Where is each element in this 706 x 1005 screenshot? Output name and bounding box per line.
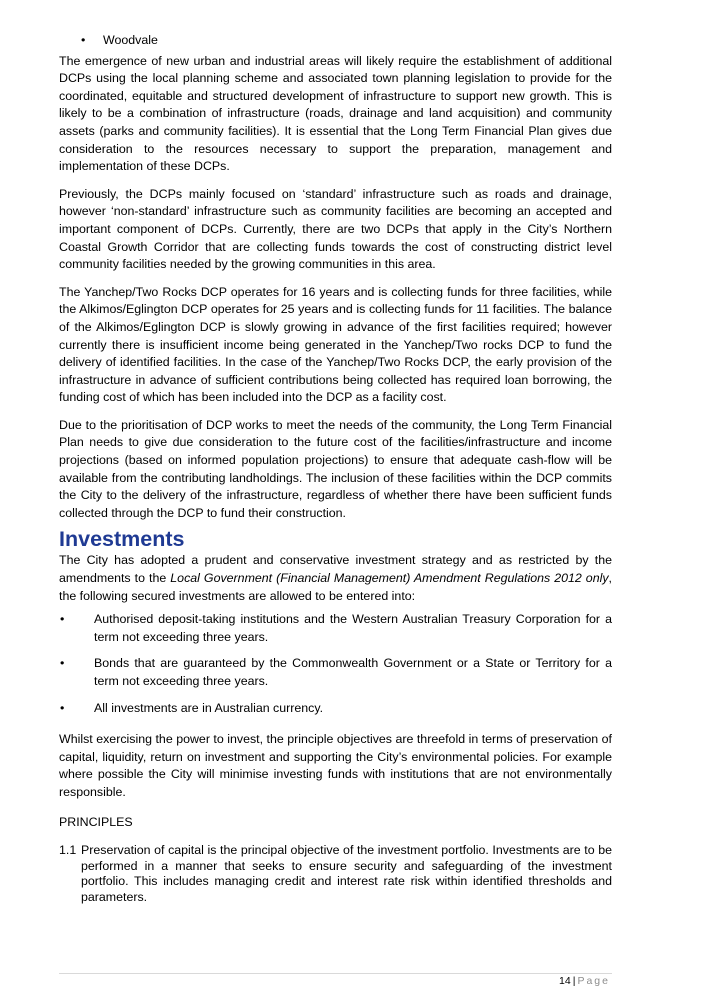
page-number: 14 [559,975,571,987]
bullet-text: Authorised deposit-taking institutions and the Western Australian Treasury Corporation for a term not exceeding three years. [94,612,612,644]
investments-intro [59,552,612,605]
list-item [59,700,612,718]
page-footer [559,975,610,987]
list-item [81,32,612,50]
bullet-text: Woodvale [103,33,158,47]
bullet-dot: • [60,656,65,671]
bullet-text: Bonds that are guaranteed by the Commonwealth Government or a State or Territory for a term not exceeding three years. [94,656,612,688]
principle-text: Preservation of capital is the principal objective of the investment portfolio. Investments are to be performed in a manner that seeks to ensure security and safeguarding of the investment portfolio. This includes managing credit and interest rate risk within identified thresholds and parameters. [81,843,612,904]
list-item [59,655,612,690]
section-heading: Investments [59,527,185,552]
paragraph: The emergence of new urban and industrial areas will likely require the establishment of additional DCPs using the local planning scheme and associated town planning legislation to provide for the coordinated, equitable and structured development of infrastructure to support new growth. This is likely to be a combination of infrastructure (roads, drainage and land acquisition) and community assets (parks and community facilities). It is essential that the Long Term Financial Plan gives due consideration to the resources necessary to support the preparation, management and implementation of these DCPs. [59,53,612,174]
regulation-title: Local Government (Financial Management) Amendment Regulations 2012 only [170,571,609,586]
paragraph: The Yanchep/Two Rocks DCP operates for 16 years and is collecting funds for three facilities, while the Alkimos/Eglington DCP operates for 25 years and is collecting funds for 11 facilities. The balance of the Alkimos/Eglington DCP is slowly growing in advance of the first facilities required; however currently there is insufficient income being generated in the Yanchep/Two rocks DCP to fund the delivery of identified facilities. In the case of the Yanchep/Two Rocks DCP, the early provision of the infrastructure in advance of sufficient contributions being collected has required loan borrowing, the funding cost of which has been included into the DCP as a facility cost. [59,284,612,405]
bullet-dot: • [60,612,65,627]
document-page [59,32,612,906]
footer-separator: | [572,975,576,987]
paragraph: Previously, the DCPs mainly focused on ‘standard’ infrastructure such as roads and drainage, however ‘non-standard’ infrastructure such as community facilities are becoming an accepted and important component of DCPs. Currently, there are two DCPs that apply in the City’s Northern Coastal Growth Corridor that are collecting funds towards the cost of constructing district level community facilities needed by the growing communities in this area. [59,186,612,272]
intro-text: , the following secured investments are allowed to be entered into: [59,571,612,603]
objectives-paragraph: Whilst exercising the power to invest, the principle objectives are threefold in terms of preservation of capital, liquidity, return on investment and supporting the City’s environmental policies. For example where possible the City will minimise investing funds with institutions that are not environmentally responsible. [59,732,612,799]
bullet-dot: • [81,33,86,47]
principles-heading: PRINCIPLES [59,814,133,829]
page-label: Page [577,975,610,987]
intro-text: The City has adopted a prudent and conservative investment strategy and as restricted by the amendments to the [59,553,612,586]
footer-divider [59,973,612,974]
principle-number: 1.1 [59,843,77,858]
bullet-text: All investments are in Australian currency. [94,700,324,715]
list-item [59,611,612,646]
bullet-dot: • [60,700,65,715]
investment-bullet-list [59,611,612,717]
principle-item [59,843,612,905]
paragraph: Due to the prioritisation of DCP works to meet the needs of the community, the Long Term Financial Plan needs to give due consideration to the future cost of the facilities/infrastructure and income projections (based on informed population projections) to ensure that adequate cash-flow will be available from the contributing landholdings. The inclusion of these facilities within the DCP commits the City to the delivery of the infrastructure, regardless of whether there have been sufficient funds collected through the DCP to fund their construction. [59,417,612,520]
